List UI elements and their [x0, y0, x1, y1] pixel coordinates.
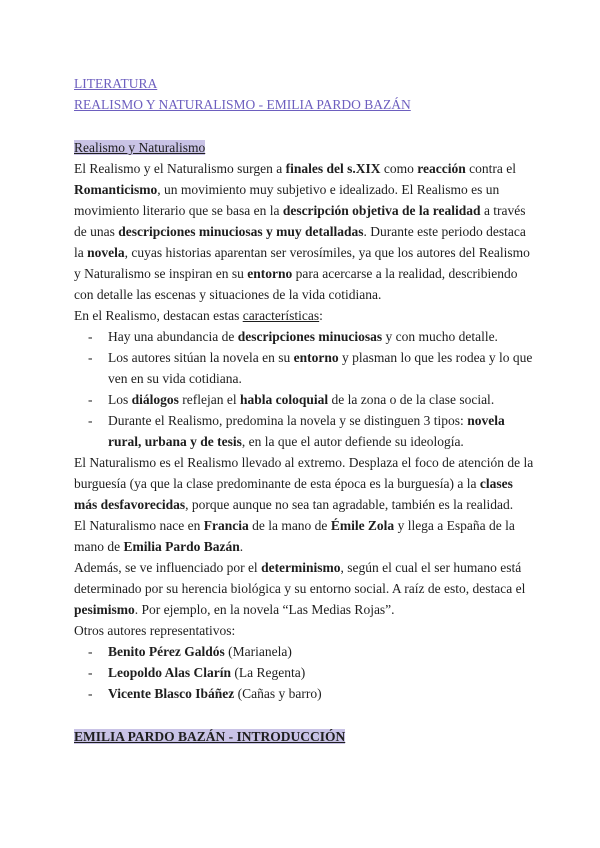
underlined-text: características — [242, 308, 320, 323]
document-title: REALISMO Y NATURALISMO - EMILIA PARDO BAZÁN — [74, 97, 411, 112]
bold-text: descripciones minuciosas y muy detalladas — [118, 224, 364, 239]
bold-text: novela — [87, 245, 125, 260]
list-item — [74, 662, 534, 683]
list-item — [74, 389, 534, 410]
list-item — [74, 326, 534, 347]
paragraph-otros-autores: Otros autores representativos: — [74, 623, 236, 638]
text: : — [319, 308, 323, 323]
text: , un movimiento muy subjetivo e idealizado. El Realismo es un movimiento literario que se basa en la — [74, 182, 500, 218]
author-name: Leopoldo Alas Clarín — [108, 665, 232, 680]
bold-text: Émile Zola — [330, 518, 395, 533]
text: Los autores sitúan la novela en su — [108, 350, 294, 365]
list-item — [74, 641, 534, 662]
bold-text: entorno — [293, 350, 339, 365]
text: contra el — [465, 161, 516, 176]
bold-text: Francia — [203, 518, 249, 533]
text: como — [380, 161, 418, 176]
paragraph-intro — [74, 158, 534, 305]
section-heading-text: Realismo y Naturalismo — [74, 140, 206, 155]
author-name: Benito Pérez Galdós — [108, 644, 225, 659]
spacer — [74, 115, 534, 137]
paragraph-caracteristicas — [74, 305, 534, 326]
bold-text: descripciones minuciosas — [237, 329, 383, 344]
bold-text: finales del s.XIX — [285, 161, 381, 176]
bold-text: entorno — [247, 266, 293, 281]
text: . Por ejemplo, en la novela “Las Medias Rojas”. — [134, 602, 395, 617]
text: y plasman lo que les rodea y lo que ven en su vida cotidiana. — [108, 350, 533, 386]
authors-list — [74, 641, 534, 704]
author-work: (La Regenta) — [231, 665, 306, 680]
text: Hay una abundancia de — [108, 329, 238, 344]
bold-text: habla coloquial — [239, 392, 329, 407]
text: y con mucho detalle. — [382, 329, 498, 344]
text: En el Realismo, destacan estas — [74, 308, 243, 323]
bold-text: Romanticismo — [74, 182, 158, 197]
text: El Naturalismo es el Realismo llevado al extremo. Desplaza el foco de atención de la burguesía (ya que la clase predominante de esta época es la burguesía) a la — [74, 455, 534, 491]
text: para acercarse a la realidad, describiendo con detalle las escenas y situaciones de la vida cotidiana. — [74, 266, 518, 302]
text: y llega a España de la mano de — [74, 518, 515, 554]
paragraph-determinismo — [74, 557, 534, 620]
text: El Realismo y el Naturalismo surgen a — [74, 161, 286, 176]
bold-text: diálogos — [131, 392, 179, 407]
text: a través de unas — [74, 203, 526, 239]
paragraph-origen — [74, 515, 534, 557]
bold-text: clases más desfavorecidas — [74, 476, 513, 512]
text: de la mano de — [248, 518, 331, 533]
section-heading-emilia — [74, 726, 534, 747]
bold-text: pesimismo — [74, 602, 135, 617]
list-item — [74, 410, 534, 452]
text: reflejan el — [178, 392, 240, 407]
bold-text: reacción — [417, 161, 466, 176]
text: . Durante este periodo destaca la — [74, 224, 526, 260]
text: Además, se ve influenciado por el — [74, 560, 262, 575]
bold-text: determinismo — [261, 560, 341, 575]
author-work: (Marianela) — [224, 644, 292, 659]
author-name: Vicente Blasco Ibáñez — [108, 686, 235, 701]
characteristics-list — [74, 326, 534, 452]
text: . — [239, 539, 244, 554]
bold-text: novela rural, urbana y de tesis — [108, 413, 505, 449]
list-item — [74, 683, 534, 704]
text: , en la que el autor defiende su ideología. — [241, 434, 464, 449]
text: Los — [108, 392, 132, 407]
document-page — [74, 73, 534, 747]
text: El Naturalismo nace en — [74, 518, 204, 533]
text: Durante el Realismo, predomina la novela y se distinguen 3 tipos: — [108, 413, 468, 428]
paragraph-naturalismo — [74, 452, 534, 515]
bold-text: descripción objetiva de la realidad — [282, 203, 481, 218]
document-subject: LITERATURA — [74, 76, 158, 91]
text: , porque aunque no sea tan agradable, también es la realidad. — [185, 497, 514, 512]
text: , cuyas historias aparentan ser verosímiles, ya que los autores del Realismo y Naturalismo se inspiran en su — [74, 245, 530, 281]
section-heading-text: EMILIA PARDO BAZÁN - INTRODUCCIÓN — [74, 729, 346, 744]
text: de la zona o de la clase social. — [328, 392, 495, 407]
section-heading-realismo — [74, 137, 534, 158]
bold-text: Emilia Pardo Bazán — [123, 539, 240, 554]
text: , según el cual el ser humano está determinado por su herencia biológica y su entorno social. A raíz de esto, destaca el — [74, 560, 526, 596]
list-item — [74, 347, 534, 389]
author-work: (Cañas y barro) — [234, 686, 322, 701]
